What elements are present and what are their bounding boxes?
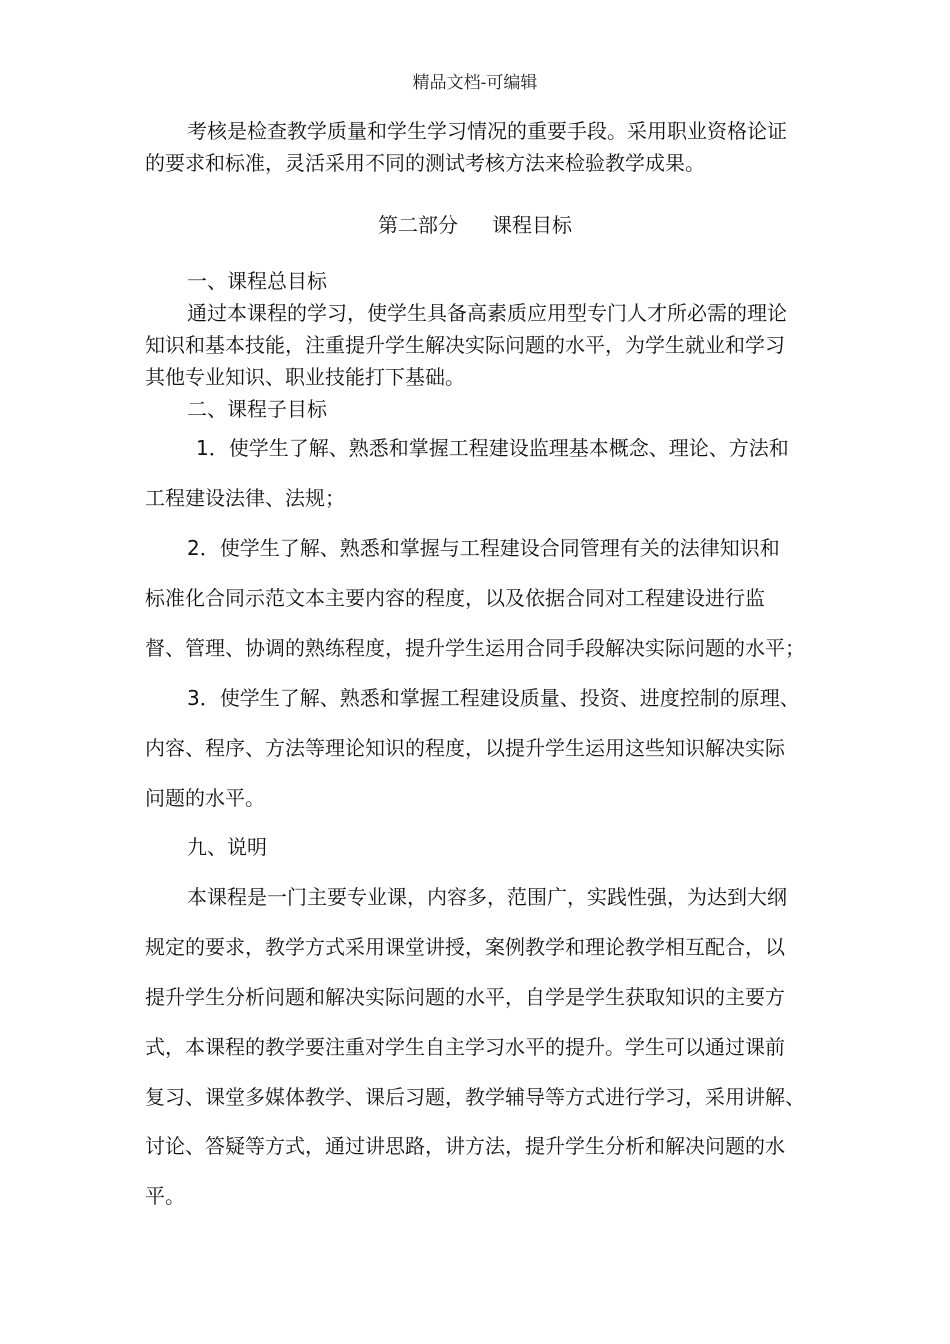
sub-heading: 二、课程子目标 bbox=[187, 397, 327, 421]
intro-line: 的要求和标准，灵活采用不同的测试考核方法来检验教学成果。 bbox=[145, 151, 705, 175]
note-text-line: 提升学生分析问题和解决实际问题的水平，自学是学生获取知识的主要方 bbox=[145, 985, 785, 1009]
goal-3-line: 3．使学生了解、熟悉和掌握工程建设质量、投资、进度控制的原理、 bbox=[187, 686, 800, 710]
goal-3-line: 问题的水平。 bbox=[145, 786, 265, 810]
overall-text-line: 其他专业知识、职业技能打下基础。 bbox=[145, 365, 465, 389]
goal-1-line: 工程建设法律、法规； bbox=[145, 486, 345, 510]
note-text-line: 复习、课堂多媒体教学、课后习题，教学辅导等方式进行学习，采用讲解、 bbox=[145, 1085, 805, 1109]
note-heading: 九、说明 bbox=[187, 835, 267, 859]
note-text-line: 本课程是一门主要专业课，内容多，范围广，实践性强，为达到大纲 bbox=[187, 885, 787, 909]
goal-2-line: 督、管理、协调的熟练程度，提升学生运用合同手段解决实际问题的水平； bbox=[145, 636, 805, 660]
note-text-line: 规定的要求，教学方式采用课堂讲授，案例教学和理论教学相互配合，以 bbox=[145, 935, 785, 959]
section-name: 课程目标 bbox=[492, 213, 572, 237]
note-text-line: 平。 bbox=[145, 1184, 185, 1208]
goal-3-line: 内容、程序、方法等理论知识的程度，以提升学生运用这些知识解决实际 bbox=[145, 736, 785, 760]
goal-2-line: 标准化合同示范文本主要内容的程度，以及依据合同对工程建设进行监 bbox=[145, 586, 765, 610]
note-text-line: 式，本课程的教学要注重对学生自主学习水平的提升。学生可以通过课前 bbox=[145, 1035, 785, 1059]
section-part: 第二部分 bbox=[378, 213, 458, 237]
overall-text-line: 知识和基本技能，注重提升学生解决实际问题的水平，为学生就业和学习 bbox=[145, 333, 785, 357]
goal-1-line: 1．使学生了解、熟悉和掌握工程建设监理基本概念、理论、方法和 bbox=[196, 436, 789, 460]
overall-heading: 一、课程总目标 bbox=[187, 269, 327, 293]
page-header: 精品文档-可编辑 bbox=[412, 73, 538, 93]
note-text-line: 讨论、答疑等方式，通过讲思路，讲方法，提升学生分析和解决问题的水 bbox=[145, 1134, 785, 1158]
overall-text-line: 通过本课程的学习，使学生具备高素质应用型专门人才所必需的理论 bbox=[187, 301, 787, 325]
intro-line: 考核是检查教学质量和学生学习情况的重要手段。采用职业资格论证 bbox=[187, 119, 787, 143]
section-title bbox=[0, 215, 950, 235]
goal-2-line: 2．使学生了解、熟悉和掌握与工程建设合同管理有关的法律知识和 bbox=[187, 536, 780, 560]
